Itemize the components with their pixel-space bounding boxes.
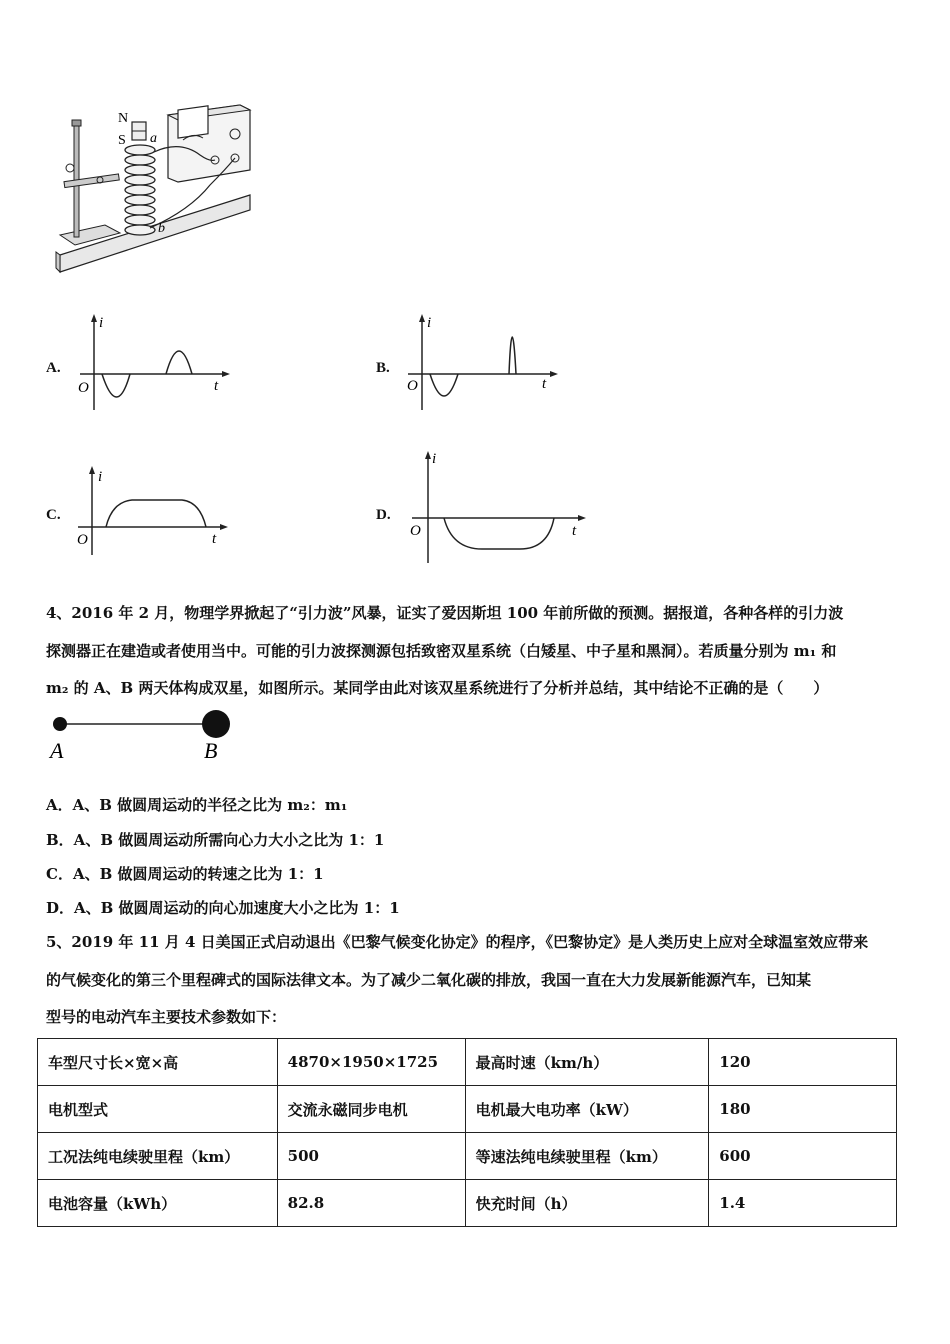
q5-line-1: 5、2019 年 11 月 4 日美国正式启动退出《巴黎气候变化协定》的程序，《巴黎协定》是人类历史上应对全球温室效应带来 [46,933,869,951]
graph-option-c [72,460,237,560]
axis-t-label: t [212,531,217,547]
table-row [38,1180,897,1227]
coil-end-b-label: b [158,221,165,236]
table-cell: 500 [277,1133,465,1180]
q4-option-a: A．A、B 做圆周运动的半径之比为 m₂：m₁ [46,796,348,814]
axis-t-label: t [542,376,547,392]
q5-line-3: 型号的电动汽车主要技术参数如下： [46,1008,287,1026]
table-cell: 180 [709,1086,897,1133]
origin-label: O [78,380,89,396]
graph-option-b [402,310,567,415]
binary-star-diagram [40,700,240,770]
option-c-label: C. [46,507,61,523]
star-a-dot [53,717,67,731]
table-cell: 1.4 [709,1180,897,1227]
table-cell: 120 [709,1039,897,1086]
table-cell: 82.8 [277,1180,465,1227]
q4-option-b: B．A、B 做圆周运动所需向心力大小之比为 1：1 [46,831,385,849]
option-d-label: D. [376,507,391,523]
q4-option-d: D．A、B 做圆周运动的向心加速度大小之比为 1：1 [46,899,400,917]
origin-label: O [77,532,88,548]
south-pole-label: S [118,133,126,148]
q4-line-3: m₂ 的 A、B 两天体构成双星，如图所示。某同学由此对该双星系统进行了分析并总结，其中结论不正确的是（ ） [46,679,829,697]
apparatus-figure [50,100,255,290]
star-b-label: B [204,738,218,763]
graph-option-a [72,310,237,415]
option-a-label: A. [46,360,61,376]
coil-end-a-label: a [150,131,157,146]
axis-i-label: i [432,451,437,467]
table-cell: 工况法纯电续驶里程（km） [38,1133,278,1180]
axis-i-label: i [99,315,104,331]
table-cell: 车型尺寸长×宽×高 [38,1039,278,1086]
table-cell: 600 [709,1133,897,1180]
star-a-label: A [50,738,64,763]
origin-label: O [410,523,421,539]
axis-t-label: t [214,378,219,394]
axis-i-label: i [427,315,432,331]
table-cell: 电机型式 [38,1086,278,1133]
table-cell: 电池容量（kWh） [38,1180,278,1227]
star-b-dot [202,710,230,738]
table-row [38,1039,897,1086]
q4-line-2: 探测器正在建造或者使用当中。可能的引力波探测源包括致密双星系统（白矮星、中子星和黑洞）。若质量分别为 m₁ 和 [46,642,837,660]
q5-line-2: 的气候变化的第三个里程碑式的国际法律文本。为了减少二氧化碳的排放，我国一直在大力发展新能源汽车，已知某 [46,971,812,989]
table-cell: 最高时速（km/h） [465,1039,709,1086]
origin-label: O [407,378,418,394]
table-cell: 快充时间（h） [465,1180,709,1227]
table-cell: 电机最大电功率（kW） [465,1086,709,1133]
graph-option-d [402,445,592,565]
ev-spec-table [37,1038,897,1227]
q4-option-c: C．A、B 做圆周运动的转速之比为 1：1 [46,865,324,883]
table-cell: 4870×1950×1725 [277,1039,465,1086]
option-b-label: B. [376,360,390,376]
table-cell: 交流永磁同步电机 [277,1086,465,1133]
table-cell: 等速法纯电续驶里程（km） [465,1133,709,1180]
axis-i-label: i [98,469,103,485]
north-pole-label: N [118,111,129,126]
table-row [38,1086,897,1133]
table-row [38,1133,897,1180]
axis-t-label: t [572,523,577,539]
q4-line-1: 4、2016 年 2 月，物理学界掀起了“引力波”风暴，证实了爱因斯坦 100 年前所做的预测。据报道，各种各样的引力波 [46,604,844,622]
